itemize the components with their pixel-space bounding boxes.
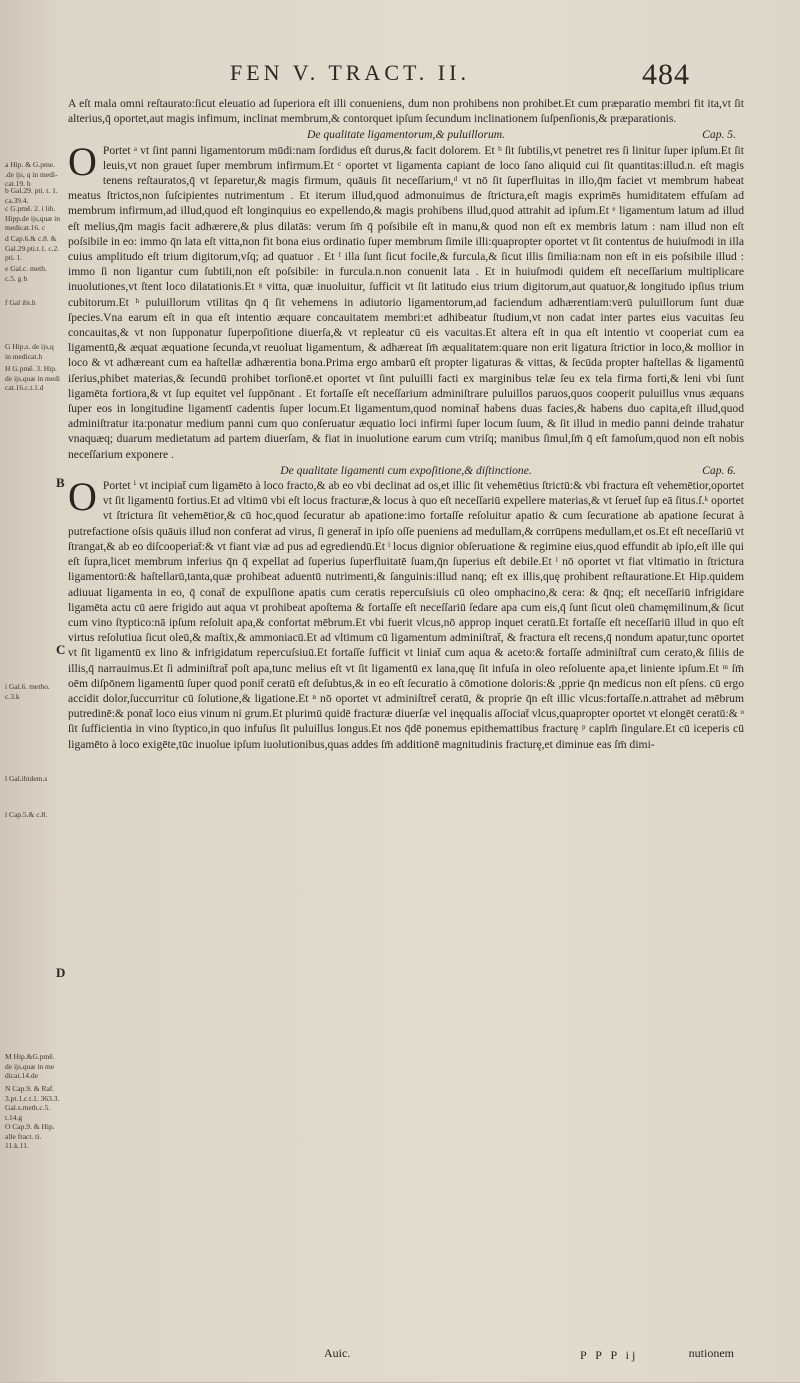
margin-note: b Gal.29. pti. t. 1. ca.39.4. <box>5 186 58 205</box>
signature-mark: P P P ij <box>580 1348 639 1362</box>
paragraph-text: Portet ᵃ vt ſint panni ligamentorum mūdi:nam ſordidus eſt durus,& facit dolorem. Et ᵇ ſit ſubtilis,vt penetret res ſi linitur ſuper ipſum.Et ſit leuis,vt non grauet ſuper membrum infirmum.Et ᶜ oportet vt ligamenta capiant de loco ſano aliquid cui ſit quantitas:illud.n. eſt magis tenens reſtauratos,q̄ vt ſeparetur,& magis firmum, quāuis ſit neceſſarium,ᵈ vt nō ſit ſuperfluitas in illo,q̄m faciet vt membrum habeat meatus ſtrictos,non ſuſcipientes nutrimentum . Et iterum illud,quod admonuimus de ſtrictura,eſt magis exprimēs humiditatem effuſam ad membrum infirmum,ad illud,quod eſt longinquius eo expellendo,& magis prohibens illud,quod attrahit ad ipſum.Et ᵉ ligamentum latum ad illud eſt melius,q̄m magis facit adhærere,& plus dilatās: verum ſm̄ q̄ poſsibile eſt in manu,& quod non eſt ex membris latum : nam illud non eſt poſsibile in eo: immo q̄n lata eſt vitta,non fit bona eius ordinatio ſuper membrum ſimile illi:quapropter oportet vt ſit contentus de huiuſmodi in illa cuius amplitudo eſt trium digitorum,vſq; ad quatuor . Et ᶠ illa ſunt ſicut focile,& furcula,& ſicut illis ſimilia:nam non eſt in eis poſsibile illud : immo ſi non ligantur cum ſubtili,non eſt poſsibile: in furcula.n.non conuenit lata . Et in huiuſmodi quidem eſt neceſſarium multiplicare inuolutiones,vt ſtent loco dilatationis.Et ᵍ vitta, quæ inuoluitur, ſufficit vt ſit latitudo eius trium digitorum,aut quatuor,& longitudo ipſius trium cubitorum.Et ʰ puluillorum vtilitas q̄n q̄ ſit vehemens in adiutorio ligamentorum,ad faciendum adhærentiam:verū puluillorum ſunt duæ ſpecies.Vna earum eſt in qua eſt intentio æquare concauitatem membri:et adhibeatur ſtudium,vt non cadat inter partes eius vacuitas ſeu concauitas,& vt non ſupponatur ſuperpoſitione diuerſa,& vt repleatur cū eis vacuitas.Et altera eſt in qua eſt intentio vt cooperiat cum ea ligamentū,& æquat æquatione ſecunda,vt reuoluat ligamentum, & adhæreat ſm̄ æqualitatem:quare non erit ligatura ſtrictior in loco,& mollior in loco & vt adhæreant cum ea haſtellæ adhærentia bona.Prima ergo ambarū eſt propter ligaturas & vittas, & ſecūda propter haſtellas & ligamentū iſerius,phibet materias,& ſecundū prohibet torſionē.et oportet vt ſint puluilli facti ex marginibus telæ ſeu ex tela firma forti,& leni vbi ſunt ligamēta fortiora,& vt ſup equitet vel ſuppōnant . Et fortaſſe eſt neceſſarium adminiſtrare puluillos paruos,quos cooperit puluillus vnus æquans ſuper eos in longitudine ligamentī cadentis ſuper locum.Et ligamentum,quod nominat̄ habens duas facies,& habens duo capita,eſt illud,quod adminiſtratur ita:ponatur medium panni cum quo conſeruatur æquatio loci infirmi ſuper locum ſuum, & ſit illud in medio panni deinde trahatur vnaquæq; duarum medietatum ad partem diuerſam, & fiat in inuolutione earum cum vtriſq; manibus ſimul,ſm̄ q̄ eſt famoſum,quod non eſt nobis neceſſarium exponere . <box>68 143 744 461</box>
drop-cap: O <box>68 474 97 520</box>
running-title: FEN V. TRACT. II. <box>230 60 470 85</box>
catchword-right: nutionem <box>688 1346 734 1360</box>
margin-note: N Cap.9. & Raf. 3.pt.1.c.t.1. 363.3. Gal.s.meth.c.5. t.14.g <box>5 1084 60 1122</box>
page-number: 484 <box>642 58 690 91</box>
margin-note: e Gal.c. meth. c.5. g h <box>5 264 47 283</box>
margin-note: G Hip.s. de ijs,q in medicat.h <box>5 342 54 361</box>
chapter-number: Cap. 5. <box>702 128 736 142</box>
margin-note: l Cap.5.& c.8. <box>5 810 48 819</box>
page-footer <box>68 1346 744 1366</box>
chapter-title: De qualitate ligamenti cum expoſitione,& diſtinctione. <box>280 463 532 477</box>
chapter-5-paragraph <box>68 138 744 462</box>
intro-paragraph: A eſt mala omni reſtaurato:ſicut eleuatio ad ſuperiora eſt illi conueniens, dum non prohibens non prohibet.Et cum præparatio membri fit ita,vt ſit alterius,q̄ oportet,aut magis infimum, inclinat membrum,& contorquet ipſum ſecundum inclinationem ſuſpenſionis,& præparationis. <box>68 97 744 126</box>
margin-note: a Hip. & G.pme. .de ijs, q in medi- cat.19. h <box>5 160 58 188</box>
chapter-heading <box>68 463 744 478</box>
drop-cap: O <box>68 138 97 184</box>
main-text <box>68 96 744 752</box>
margin-note: H G.pmē. 3. Hip. de ijs,quæ in medi cat.16.c.t.1.d <box>5 364 60 392</box>
catchword-left: Auic. <box>324 1346 351 1360</box>
section-letter: C <box>56 642 66 657</box>
margin-note: l Gal.ibidem.s <box>5 774 48 783</box>
page-header <box>230 60 690 96</box>
margin-note: O Cap.9. & Hip. alle fract. ti. 11.k.11. <box>5 1122 55 1150</box>
margin-note: f Gal ibi.h <box>5 298 36 307</box>
chapter-6-paragraph <box>68 474 744 752</box>
section-letter: D <box>56 965 66 980</box>
chapter-title: De qualitate ligamentorum,& puluillorum. <box>306 128 506 142</box>
chapter-number: Cap. 6. <box>702 463 736 477</box>
paragraph-text: Portet ⁱ vt incipiat̄ cum ligamēto à loco fracto,& ab eo vbi declinat ad os,et illic ſit vehemētius ſtrictū:& vbi fractura eſt vehemētior,oportet vt ſit ligamentū fortius.Et ad vltimū vbi eſt locus fracturæ,& locus à quo eſt neceſſariū expellere materias,& vt ſeruet̄ ſup eā ſitus.ſ.ᵏ oportet vt ſtrictura ſit vehemētior,& cū hoc,quod ſecuratur ab apatione:imo fortaſſe reſoluitur apatio & cum ſecuratione ab apatione ſecurat à putrefactione oſsis quāuis illud non conferat ad virus, ſi generat̄ in ipſo oſſe pueniens ad medullam,& corrūpens medullam,et os.Et eſt neceſſariū vt ſtrangat,& ab eo diſcooperiat̄:& vt fiant viæ ad pus ad egrediendū.Et ˡ locus dignior obſeruatione & regimine eius,quod effundit ab ipſo,eſt ille qui eſt ſupra,licet membrum inferius q̄n q̄ expellat ad ſuperius ſuperfluitatē ſuam,q̄n ſuperius eſt debile.Et ˡ nō oportet vt fiat vltimatio in ſtrictura ligamentorū:& haſtellarū,tanta,quæ prohibeat aduentū nutrimenti,& ſanguinis:illud nanq; eſt ex illis,quę prohibent reſtauratione.Et Hip.quidem adiuuat ligamenta in eo, q̄ conat̄ de expulſione apatis cum ceratis repercuſsiuis cū oleo omphacino,& cera: & q̄nq; eſt neceſſariū infrigidare ligamēta actu cū aere frigido aut aqua vt prohibeat apoſtema & fortaſſe eſt neceſſariū ſedare apa cum eis,q̄ ſunt ſicut oleū chamęmilinum,& ſicut cum vino ſtyptico:nā ipſum reſoluit apa,& confortat mēbrum.Et vbi fuerit vlcus,nō approp inquet ceratū.Et fortaſſe eſt neceſſariū illud in quo eſt virtus reſolutiua ſicut oleū,& maſtix,& ammoniacū.Et ad vltimum cū ligamentum adminiſtrat̄, & fractura eſt recens,q̄ nondum apatur,tunc oportet vt ſit ligamentū ex lino & infrigidatum repercuſsiuū.Et fortaſſe ſufficit vt liniat̄ cum aqua & aceto:& fortaſſe adminiſtrat̄ cum cerato,& ſiliis de illis,q̄ narrauimus.Et ſi adminiſtrat̄ poſt apa,tunc melius eſt vt ſit ligamentū ex lana,quę ſit infuſa in oleo reſoluente apa,et liniente ipſum.Et ᵐ ſm̄ oēm diſpōnem ligamentū ſuper quod ponit̄ ceratū eſt deſubtus,& in eo eſt ſecuratio à cōmotione doloris:& ,pprie q̄n medicus non eſt pſens. cū ergo accidit dolor,ſuccurritur cū ſolutione,& ligatione.Et ⁿ nō oportet vt adminiſtret̄ ceratū, & proprie q̄n eſt illic vlcus:fortaſſe.n.attrahet ad mēbrum putredinē:& ponat̄ loco eius vinum ni grum.Et plurimū quidē fracturæ diuerſæ vel inęqualis aſſociat̄ vlcus,quapropter oportet vt elongēt ceratū:& ᵒ ſit ſufficientia in vino ſtyptico,in quo infuſus ſit puluillus longus.Et nos q̄dē ponemus epithemattibus fracturę ᵖ caplm̄ ſingulare.Et cū iceperis cū ligamēto à loco exigēte,tūc inuolue ipſum iuolutionibus,quas addes ſm̄ additionē magnitudinis fracturę,et diminue eas ſm̄ dimi- <box>68 479 744 751</box>
margin-note: c G.pmē. 2. i lib. Hipp.de ijs,quæ in medicat.16. c <box>5 204 61 232</box>
margin-note: M Hip.&G.pmē. de ijs,quæ in me dicat.14.de <box>5 1052 55 1080</box>
chapter-heading <box>68 127 744 142</box>
section-letter: B <box>56 475 65 490</box>
margin-note: d Cap.6.& c.8. & Gal.29.pti.t.1. c.2. pti. 1. <box>5 234 60 262</box>
margin-note: i Gal.6. metho. c.3.k <box>5 682 50 701</box>
